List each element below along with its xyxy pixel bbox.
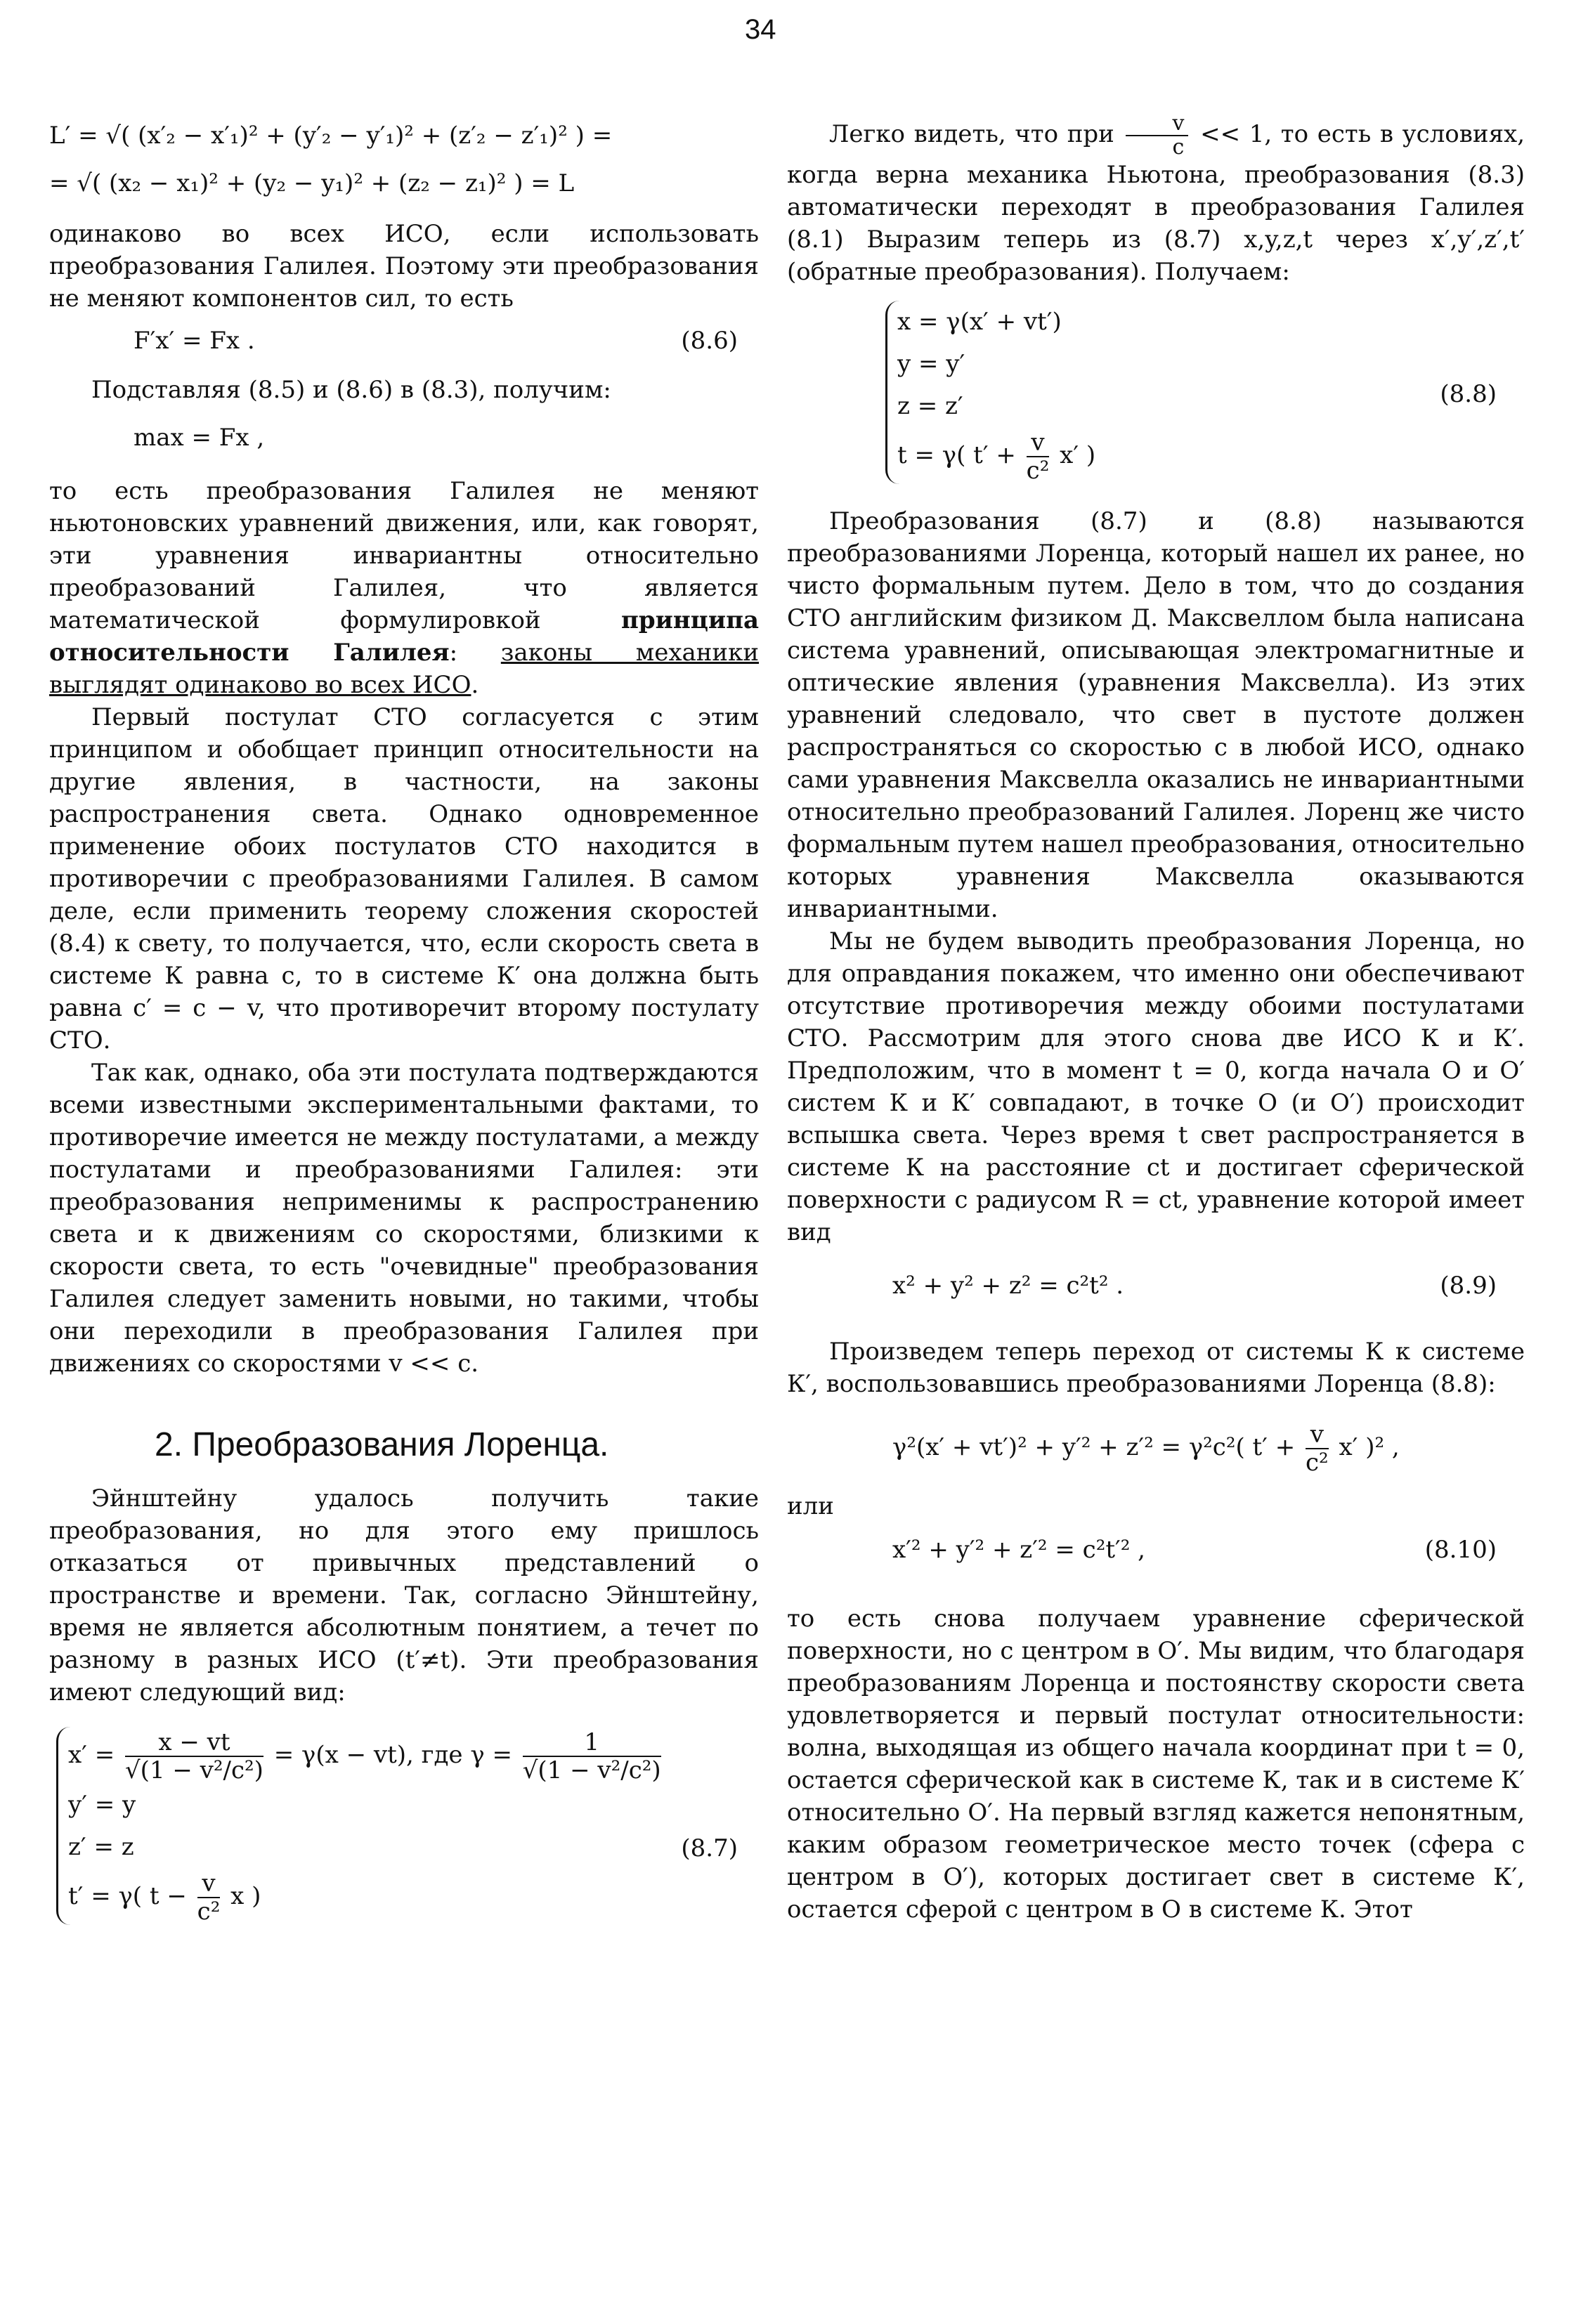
- numerator: v: [197, 1870, 221, 1898]
- denominator: c²: [197, 1898, 221, 1926]
- fraction: [523, 1729, 661, 1784]
- denominator: c: [1172, 135, 1185, 159]
- paragraph-first-postulate: Первый постулат СТО согласуется с этим принципом и обобщает принцип относительности на другие явления, в частности, на законы распространения света. Однако одновременное применение обоих постулатов СТО находится в противоречии с преобразованиями Галилея. В самом деле, если применить теорему сложения скоростей (8.4) к свету, то получается, что, если скорость света в системе К равна с, то в системе К′ она должна быть равна с′ = с − v, что противоречит второму постулату СТО.: [49, 703, 759, 1055]
- text: Легко видеть, что при: [829, 120, 1114, 148]
- text: то есть преобразования Галилея не меняют ньютоновских уравнений движения, или, как говорят, эти уравнения инвариантны относительно преобразований Галилея, что является математической формулировкой: [49, 477, 759, 634]
- eq-lhs: x′ =: [68, 1741, 115, 1769]
- principle-term: принципа относительности Галилея: [49, 606, 759, 667]
- eq-y: y = y′: [897, 350, 965, 378]
- equation-8-7: [49, 1727, 759, 1925]
- equation-newton: max = Fx ,: [134, 424, 265, 452]
- denominator: √(1 − v²/c²): [522, 1756, 661, 1784]
- paragraph-invariance: одинаково во всех ИСО, если использовать преобразования Галилея. Поэтому эти преобразования не меняют компонентов сил, то есть: [49, 220, 759, 313]
- paragraph-einstein: Эйнштейну удалось получить такие преобразования, но для этого ему пришлось отказаться от привычных представлений о пространстве и времени. Так, согласно Эйнштейну, время не является абсолютным понятием, а течет по разному в разных ИСО (t′≠t). Эти преобразования имеют следующий вид:: [49, 1484, 759, 1706]
- eq-t-start: t = γ( t′ +: [897, 441, 1016, 469]
- eq-z: z′ = z: [68, 1833, 134, 1861]
- equation-8-10-body: x′² + y′² + z′² = c²t′² ,: [892, 1536, 1145, 1564]
- page-number: 34: [745, 14, 776, 45]
- eq-t-end: x′ ): [1060, 441, 1096, 469]
- equation-number: (8.9): [1440, 1272, 1497, 1300]
- equation-8-9: [787, 1269, 1525, 1314]
- paragraph-galilean-relativity: [49, 475, 759, 701]
- paragraph-lorentz-history: Преобразования (8.7) и (8.8) называются преобразованиями Лоренца, который нашел их ранее, но чисто формальным путем. Дело в том, что до создания СТО английским физиком Д. Максвеллом была написана система уравнений, описывающая электромагнитные и оптические явления (уравнения Максвелла). Из этих уравнений следовало, что свет в пустоте должен распространяться со скоростью с в любой ИСО, однако сами уравнения Максвелла оказались не инвариантными относительно преобразований Галилея. Лоренц же чисто формальным путем нашел преобразования, относительно которых уравнения Максвелла оказываются инвариантными.: [787, 507, 1525, 923]
- paragraph-limit: [787, 112, 1525, 288]
- equation-transformed: [892, 1421, 1525, 1476]
- fraction: [1027, 429, 1050, 484]
- left-column: [49, 105, 759, 1925]
- numerator: v: [1126, 112, 1188, 136]
- paragraph-transition: Произведем теперь переход от системы К к системе К′, воспользовавшись преобразованиями Лоренца (8.8):: [787, 1338, 1525, 1398]
- fraction: [1126, 112, 1188, 159]
- equation-8-8: [878, 301, 1525, 484]
- equation-8-6-body: F′x′ = Fx .: [134, 327, 255, 355]
- paragraph-substitute: Подставляя (8.5) и (8.6) в (8.3), получим:: [91, 376, 611, 404]
- equation-system: [885, 301, 1525, 484]
- equation-number: (8.10): [1424, 1536, 1497, 1564]
- eq-t-start: t′ = γ( t −: [68, 1882, 187, 1910]
- eq-y: y′ = y: [68, 1791, 136, 1819]
- paragraph-contradiction: Так как, однако, оба эти постулата подтверждаются всеми известными экспериментальными фактами, то противоречие имеется не между постулатами, а между постулатами и преобразованиями Галилея: эти преобразования неприменимы к распространению света и к движениям со скоростями, близкими к скорости света, то есть "очевидные" преобразования Галилея следует заменить новыми, но такими, чтобы они переходили в преобразования Галилея при движениях со скоростями v << c.: [49, 1059, 759, 1378]
- paragraph-flash-experiment: Мы не будем выводить преобразования Лоренца, но для оправдания покажем, что именно они обеспечивают отсутствие противоречия между обоими постулатами СТО. Рассмотрим для этого снова две ИСО К и К′. Предположим, что в момент t = 0, когда начала О и О′ систем К и К′ совпадают, в точке О (и О′) происходит вспышка света. Через время t свет распространяется в системе К на расстояние ct и достигает сферической поверхности с радиусом R = ct, уравнение которой имеет вид: [787, 927, 1525, 1246]
- eq-t-end: x ): [230, 1882, 261, 1910]
- equation-8-9-body: x² + y² + z² = c²t² .: [892, 1272, 1124, 1300]
- numerator: v: [1027, 429, 1050, 457]
- numerator: 1: [523, 1729, 661, 1757]
- text: << 1, то есть в условиях, когда верна механика Ньютона, преобразования (8.3) автоматически переходят в преобразования Галилея (8.1) Выразим теперь из (8.7) x,y,z,t через x′,y′,z′,t′ (обратные преобразования). Получаем:: [787, 120, 1525, 286]
- paragraph-spherical-wave: то есть снова получаем уравнение сферической поверхности, но с центром в О′. Мы видим, что благодаря преобразованиям Лоренца и постоянству скорости света удовлетворяется и первый постулат относительности: волна, выходящая из общего начала координат при t = 0, остается сферической как в системе К, так и в системе К′ относительно О′. На первый взгляд кажется непонятным, каким образом геометрическое место точек (сфера с центром в О′), которых достигает свет в системе К′, остается сферой с центром в О в системе К. Этот: [787, 1605, 1525, 1924]
- denominator: c²: [1026, 457, 1050, 485]
- fraction: [1306, 1421, 1329, 1476]
- numerator: v: [1306, 1421, 1329, 1449]
- eq-z: z = z′: [897, 392, 963, 420]
- equation-number: (8.6): [681, 327, 738, 355]
- text: .: [471, 671, 479, 699]
- eq-x: x = γ(x′ + vt′): [897, 308, 1062, 336]
- equation-L-line2: = √( (x₂ − x₁)² + (y₂ − y₁)² + (z₂ − z₁)² ) = L: [49, 169, 575, 197]
- fraction: [197, 1870, 221, 1925]
- equation-L-line1: L′ = √( (x′₂ − x′₁)² + (y′₂ − y′₁)² + (z′₂ − z′₁)² ) =: [49, 122, 613, 150]
- equation-number: (8.7): [681, 1834, 738, 1862]
- equation-system: [56, 1727, 759, 1925]
- denominator: c²: [1306, 1449, 1329, 1477]
- section-title: 2. Преобразования Лоренца.: [155, 1426, 609, 1463]
- equation-8-6: [49, 325, 759, 370]
- numerator: x − vt: [125, 1729, 263, 1757]
- text: :: [449, 639, 501, 667]
- eq-start: γ²(x′ + vt′)² + y′² + z′² = γ²c²( t′ +: [892, 1433, 1296, 1461]
- eq-end: x′ )² ,: [1339, 1433, 1400, 1461]
- connector-word: или: [787, 1492, 834, 1520]
- right-column: [787, 112, 1525, 1926]
- principle-statement: законы механики выглядят одинаково во всех ИСО: [49, 639, 759, 699]
- equation-8-10: [787, 1534, 1525, 1579]
- denominator: √(1 − v²/c²): [125, 1756, 263, 1784]
- equation-number: (8.8): [1440, 380, 1497, 408]
- fraction: [125, 1729, 263, 1784]
- eq-middle: = γ(x − vt), где γ =: [273, 1741, 512, 1769]
